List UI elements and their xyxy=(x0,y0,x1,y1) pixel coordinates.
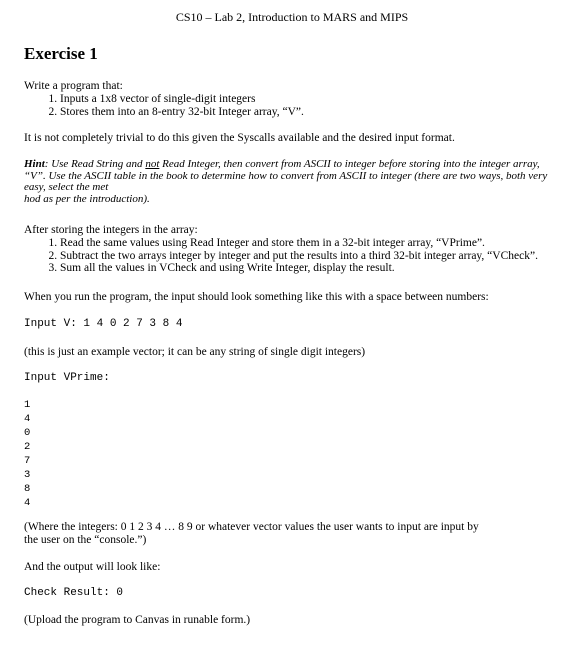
input-v-line: Input V: 1 4 0 2 7 3 8 4 xyxy=(24,318,183,330)
example-note: (this is just an example vector; it can be any string of single digit integers) xyxy=(24,346,366,358)
output-note: And the output will look like: xyxy=(24,561,161,573)
hint-text-3: hod as per the introduction). xyxy=(24,192,150,205)
trivial-note: It is not completely trivial to do this given the Syscalls available and the desired input format. xyxy=(24,132,455,144)
vprime-value: 7 xyxy=(24,455,31,467)
exercise-title: Exercise 1 xyxy=(24,44,98,63)
page-header: CS10 – Lab 2, Introduction to MARS and MIPS xyxy=(175,10,409,24)
vprime-value: 2 xyxy=(24,441,31,453)
step-item: 1. Read the same values using Read Integer and store them in a 32-bit integer array, “VPrime”. xyxy=(60,237,538,250)
steps-list-2 xyxy=(24,237,538,275)
step-item: 1. Inputs a 1x8 vector of single-digit integers xyxy=(60,93,304,106)
hint-paragraph xyxy=(24,159,564,205)
upload-note: (Upload the program to Canvas in runable form.) xyxy=(24,614,251,626)
hint-text-1: : Use Read String and xyxy=(44,158,146,170)
step-item: 2. Subtract the two arrays integer by integer and put the results into a third 32-bit integer array, “VCheck”. xyxy=(60,250,538,263)
step-item: 2. Stores them into an 8-entry 32-bit Integer array, “V”. xyxy=(60,106,304,119)
vprime-value: 4 xyxy=(24,413,31,425)
hint-text-2: Read Integer, then convert from ASCII to integer before storing into the integer array, “V”. Use the ASCII table in the book to determine how to convert from ASCII to integer (there are two ways, both very easy, select the met xyxy=(24,158,548,193)
step-item: 3. Sum all the values in VCheck and using Write Integer, display the result. xyxy=(60,262,538,275)
check-result-line: Check Result: 0 xyxy=(24,587,124,599)
intro-text: Write a program that: xyxy=(24,80,123,92)
hint-label: Hint xyxy=(24,158,45,170)
vprime-values xyxy=(24,398,30,510)
run-note: When you run the program, the input should look something like this with a space between numbers: xyxy=(24,291,489,303)
hint-not: not xyxy=(145,158,160,170)
vprime-value: 8 xyxy=(24,483,31,495)
vprime-value: 1 xyxy=(24,399,31,411)
steps-list-1 xyxy=(24,93,304,118)
where-note-1: (Where the integers: 0 1 2 3 4 … 8 9 or whatever vector values the user wants to input are input by xyxy=(24,521,479,533)
vprime-value: 3 xyxy=(24,469,31,481)
vprime-value: 4 xyxy=(24,497,31,509)
input-vprime-line: Input VPrime: xyxy=(24,372,110,384)
where-note-2: the user on the “console.”) xyxy=(24,534,147,546)
after-intro: After storing the integers in the array: xyxy=(24,224,198,236)
vprime-value: 0 xyxy=(24,427,31,439)
